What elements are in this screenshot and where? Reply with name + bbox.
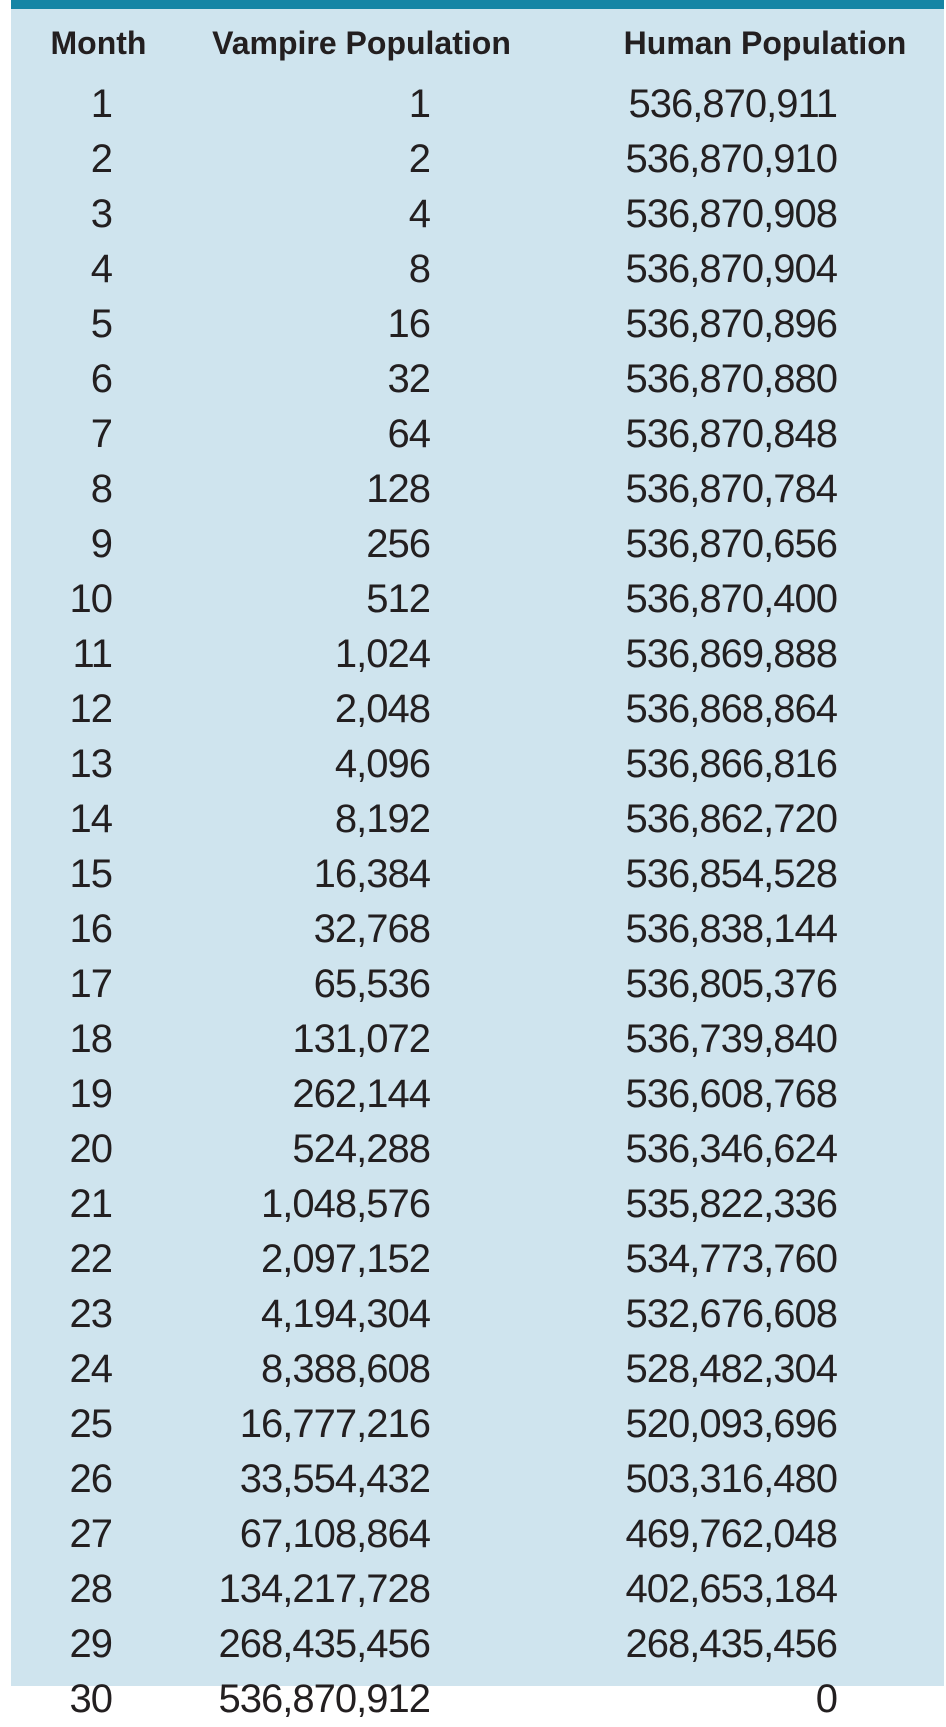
- human-population-cell: 536,870,908: [625, 192, 837, 236]
- month-cell: 8: [90, 467, 112, 511]
- human-population-cell: 536,870,911: [628, 82, 837, 126]
- month-cell: 22: [69, 1237, 112, 1281]
- vampire-population-cell: 8,388,608: [261, 1347, 430, 1391]
- vampire-population-cell: 1,048,576: [261, 1182, 430, 1226]
- human-population-cell: 528,482,304: [625, 1347, 837, 1391]
- table-row: [11, 462, 944, 517]
- month-cell: 23: [69, 1292, 112, 1336]
- table-row: [11, 737, 944, 792]
- vampire-population-cell: 131,072: [292, 1017, 430, 1061]
- human-population-cell: 520,093,696: [625, 1402, 837, 1446]
- panel-top-accent-bar: [11, 0, 944, 9]
- vampire-population-cell: 128: [366, 467, 430, 511]
- month-cell: 4: [90, 247, 112, 291]
- month-cell: 11: [72, 632, 112, 676]
- table-row: [11, 1617, 944, 1672]
- human-population-cell: 536,870,904: [625, 247, 837, 291]
- vampire-population-cell: 262,144: [292, 1072, 430, 1116]
- vampire-population-cell: 67,108,864: [239, 1512, 430, 1556]
- table-row: [11, 847, 944, 902]
- month-cell: 12: [69, 687, 112, 731]
- vampire-population-cell: 4,194,304: [261, 1292, 430, 1336]
- vampire-population-cell: 268,435,456: [218, 1622, 430, 1666]
- vampire-population-cell: 134,217,728: [218, 1567, 430, 1611]
- vampire-population-cell: 256: [366, 522, 430, 566]
- human-population-cell: 536,862,720: [625, 797, 837, 841]
- human-population-cell: 532,676,608: [625, 1292, 837, 1336]
- table-row: [11, 407, 944, 462]
- human-population-cell: 536,868,864: [625, 687, 837, 731]
- human-population-cell: 536,870,896: [625, 302, 837, 346]
- table-header: [11, 9, 944, 77]
- vampire-population-cell: 4: [408, 192, 430, 236]
- vampire-population-cell: 32: [387, 357, 430, 401]
- human-population-cell: 268,435,456: [625, 1622, 837, 1666]
- table-row: [11, 132, 944, 187]
- vampire-population-cell: 512: [366, 577, 430, 621]
- month-cell: 21: [69, 1182, 112, 1226]
- table-body: [11, 77, 944, 1727]
- month-cell: 30: [69, 1677, 112, 1721]
- table-row: [11, 682, 944, 737]
- vampire-population-cell: 524,288: [292, 1127, 430, 1171]
- human-population-cell: 536,870,848: [625, 412, 837, 456]
- table-row: [11, 1397, 944, 1452]
- human-population-cell: 534,773,760: [625, 1237, 837, 1281]
- month-cell: 15: [69, 852, 112, 896]
- column-header-human-population: Human Population: [623, 24, 907, 61]
- month-cell: 25: [69, 1402, 112, 1446]
- human-population-cell: 536,870,400: [625, 577, 837, 621]
- human-population-cell: 536,739,840: [625, 1017, 837, 1061]
- table-row: [11, 77, 944, 132]
- table-row: [11, 792, 944, 847]
- human-population-cell: 536,870,880: [625, 357, 837, 401]
- table-row: [11, 1342, 944, 1397]
- vampire-population-cell: 8,192: [334, 797, 430, 841]
- month-cell: 17: [69, 962, 112, 1006]
- header-row: [11, 9, 944, 77]
- table-row: [11, 1507, 944, 1562]
- human-population-cell: 536,805,376: [625, 962, 837, 1006]
- human-population-cell: 536,870,784: [625, 467, 837, 511]
- table-row: [11, 1287, 944, 1342]
- table-row: [11, 242, 944, 297]
- vampire-human-population-table: [11, 9, 944, 1727]
- human-population-cell: 536,869,888: [625, 632, 837, 676]
- human-population-cell: 536,870,910: [625, 137, 837, 181]
- month-cell: 27: [69, 1512, 112, 1556]
- table-row: [11, 1562, 944, 1617]
- month-cell: 24: [69, 1347, 112, 1391]
- human-population-cell: 536,346,624: [625, 1127, 837, 1171]
- human-population-cell: 536,608,768: [625, 1072, 837, 1116]
- table-row: [11, 572, 944, 627]
- table-row: [11, 297, 944, 352]
- vampire-population-cell: 2,048: [334, 687, 430, 731]
- table-row: [11, 627, 944, 682]
- human-population-cell: 536,866,816: [625, 742, 837, 786]
- vampire-population-cell: 4,096: [334, 742, 430, 786]
- vampire-population-cell: 16,384: [313, 852, 430, 896]
- month-cell: 13: [69, 742, 112, 786]
- table-row: [11, 1672, 944, 1727]
- month-cell: 2: [90, 137, 112, 181]
- month-cell: 6: [90, 357, 112, 401]
- month-cell: 20: [69, 1127, 112, 1171]
- month-cell: 26: [69, 1457, 112, 1501]
- human-population-cell: 469,762,048: [625, 1512, 837, 1556]
- month-cell: 5: [90, 302, 112, 346]
- month-cell: 18: [69, 1017, 112, 1061]
- table-row: [11, 957, 944, 1012]
- table-row: [11, 1232, 944, 1287]
- month-cell: 28: [69, 1567, 112, 1611]
- vampire-population-cell: 536,870,912: [218, 1677, 430, 1721]
- vampire-population-cell: 64: [387, 412, 430, 456]
- human-population-cell: 536,854,528: [625, 852, 837, 896]
- month-cell: 14: [69, 797, 112, 841]
- human-population-cell: 535,822,336: [625, 1182, 837, 1226]
- human-population-cell: 536,870,656: [625, 522, 837, 566]
- human-population-cell: 0: [815, 1677, 837, 1721]
- table-row: [11, 1177, 944, 1232]
- table-row: [11, 1012, 944, 1067]
- vampire-population-cell: 1: [408, 82, 430, 126]
- month-cell: 10: [69, 577, 112, 621]
- vampire-population-cell: 1,024: [334, 632, 430, 676]
- vampire-population-cell: 33,554,432: [239, 1457, 430, 1501]
- month-cell: 16: [69, 907, 112, 951]
- table-row: [11, 517, 944, 572]
- month-cell: 29: [69, 1622, 112, 1666]
- column-header-vampire-population: Vampire Population: [212, 24, 511, 61]
- vampire-population-cell: 16,777,216: [239, 1402, 430, 1446]
- vampire-population-cell: 8: [408, 247, 430, 291]
- human-population-cell: 536,838,144: [625, 907, 837, 951]
- human-population-cell: 402,653,184: [625, 1567, 837, 1611]
- table-row: [11, 1067, 944, 1122]
- table-row: [11, 352, 944, 407]
- table-row: [11, 1452, 944, 1507]
- vampire-population-cell: 65,536: [313, 962, 430, 1006]
- month-cell: 19: [69, 1072, 112, 1116]
- vampire-population-cell: 2: [408, 137, 430, 181]
- month-cell: 7: [90, 412, 112, 456]
- population-table-panel: [11, 0, 944, 1721]
- table-row: [11, 1122, 944, 1177]
- month-cell: 3: [90, 192, 112, 236]
- month-cell: 9: [90, 522, 112, 566]
- table-row: [11, 902, 944, 957]
- human-population-cell: 503,316,480: [625, 1457, 837, 1501]
- vampire-population-cell: 32,768: [313, 907, 430, 951]
- column-header-month: Month: [50, 24, 147, 61]
- table-row: [11, 187, 944, 242]
- vampire-population-cell: 2,097,152: [261, 1237, 430, 1281]
- vampire-population-cell: 16: [387, 302, 430, 346]
- month-cell: 1: [90, 82, 112, 126]
